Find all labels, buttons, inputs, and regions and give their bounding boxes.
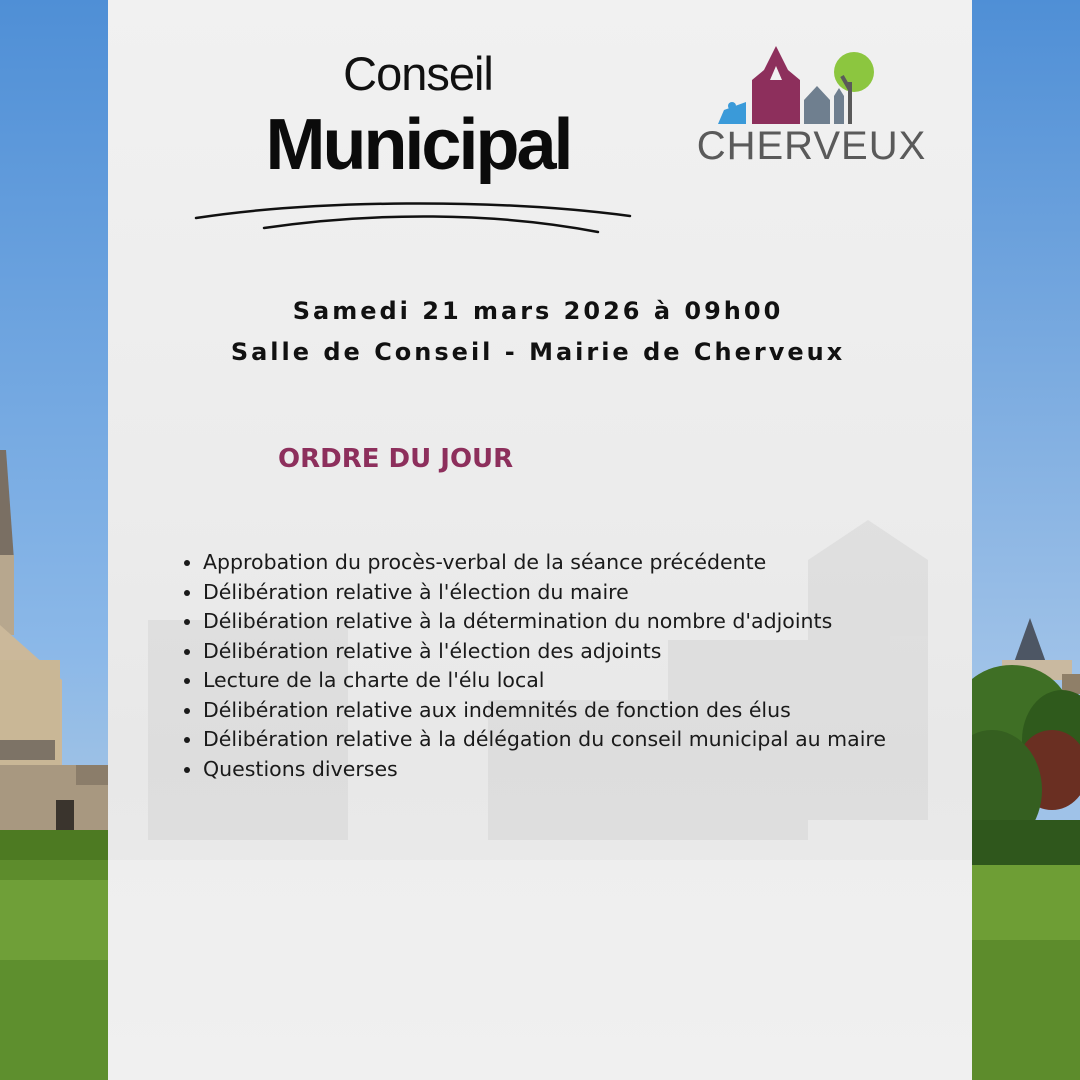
bullet-icon	[184, 560, 190, 566]
bullet-icon	[184, 737, 190, 743]
background-photo-left	[0, 0, 108, 1080]
logo-wordmark: CHERVEUX	[696, 124, 927, 168]
list-item: Délibération relative à l'élection des adjoints	[203, 637, 917, 667]
list-item: Approbation du procès-verbal de la séance précédente	[203, 548, 917, 578]
bullet-icon	[184, 708, 190, 714]
list-item: Délibération relative à l'élection du maire	[203, 578, 917, 608]
title-conseil: Conseil	[343, 47, 493, 100]
list-item: Délibération relative à la détermination du nombre d'adjoints	[203, 607, 917, 637]
bullet-icon	[184, 767, 190, 773]
title-underline-swoosh	[194, 196, 634, 236]
agenda-heading: ORDRE DU JOUR	[278, 444, 514, 474]
list-item: Délibération relative aux indemnités de fonction des élus	[203, 696, 917, 726]
list-item: Questions diverses	[203, 755, 917, 785]
list-item: Lecture de la charte de l'élu local	[203, 666, 917, 696]
bullet-icon	[184, 590, 190, 596]
bullet-icon	[184, 619, 190, 625]
church-scene	[0, 0, 108, 1080]
bullet-icon	[184, 678, 190, 684]
content-panel	[108, 0, 972, 1080]
event-date-time: Samedi 21 mars 2026 à 09h00	[292, 297, 784, 325]
agenda-list	[203, 548, 917, 784]
title-municipal: Municipal	[265, 105, 571, 185]
list-item: Délibération relative à la délégation du conseil municipal au maire	[203, 725, 917, 755]
bullet-icon	[184, 649, 190, 655]
background-photo-right	[972, 0, 1080, 1080]
chateau-scene	[972, 0, 1080, 1080]
event-location: Salle de Conseil - Mairie de Cherveux	[230, 338, 846, 366]
